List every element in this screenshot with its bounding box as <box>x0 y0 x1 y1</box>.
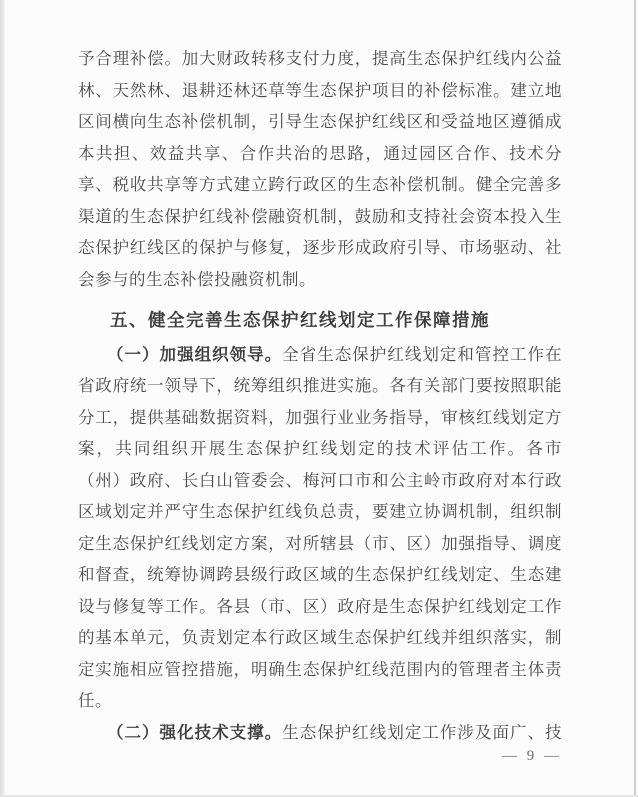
page-right-edge-line <box>634 0 636 797</box>
section-heading: 五、健全完善生态保护红线划定工作保障措施 <box>110 310 490 330</box>
text-line <box>78 339 562 371</box>
page-left-edge-shadow <box>0 0 5 797</box>
subsection-lead-label: （二）强化技术支撑。 <box>107 722 283 742</box>
text-line: 渠道的生态保护红线补偿融资机制，鼓励和支持社会资本投入生 <box>78 206 562 226</box>
page-content <box>78 43 562 748</box>
paragraph-organizational-leadership <box>78 339 562 717</box>
text-line: 分工，提供基础数据资料，加强行业业务指导，审核红线划定方 <box>78 407 562 427</box>
text-line: 林、天然林、退耕还林还草等生态保护项目的补偿标准。建立地 <box>78 80 562 100</box>
text-line: （州）政府、长白山管委会、梅河口市和公主岭市政府对本行政 <box>78 470 562 490</box>
paragraph-technical-support <box>78 717 562 749</box>
paragraph-ecological-compensation <box>78 43 562 295</box>
text-line: 定生态保护红线划定方案，对所辖县（市、区）加强指导、调度 <box>78 533 562 553</box>
text-run: 生态保护红线划定工作涉及面广、技 <box>282 722 563 742</box>
text-line: 定实施相应管控措施，明确生态保护红线范围内的管理者主体责 <box>78 659 562 679</box>
text-line: 本共担、效益共享、合作共治的思路，通过园区合作、技术分 <box>78 143 562 163</box>
text-line: 态保护红线区的保护与修复，逐步形成政府引导、市场驱动、社 <box>78 238 562 257</box>
text-line: 和督查，统筹协调跨县级行政区域的生态保护红线划定、生态建 <box>78 565 562 584</box>
text-line: 的基本单元，负责划定本行政区域生态保护红线并组织落实，制 <box>78 628 562 647</box>
page-number: — 9 — <box>502 748 562 764</box>
text-line: 予合理补偿。加大财政转移支付力度，提高生态保护红线内公益 <box>78 49 562 68</box>
subsection-lead-label: （一）加强组织领导。 <box>107 344 283 364</box>
text-line: 案，共同组织开展生态保护红线划定的技术评估工作。各市 <box>78 439 562 458</box>
text-line: 设与修复等工作。各县（市、区）政府是生态保护红线划定工作 <box>78 596 562 616</box>
text-line <box>78 717 562 749</box>
text-run: 全省生态保护红线划定和管控工作在 <box>282 344 563 364</box>
text-line: 省政府统一领导下，统筹组织推进实施。各有关部门要按照职能 <box>78 376 562 395</box>
text-line: 任。 <box>78 691 112 710</box>
text-line: 会参与的生态补偿投融资机制。 <box>78 269 316 289</box>
text-line: 区域划定并严守生态保护红线负总责，要建立协调机制，组织制 <box>78 502 562 521</box>
text-line: 享、税收共享等方式建立跨行政区的生态补偿机制。健全完善多 <box>78 175 562 194</box>
text-line: 区间横向生态补偿机制，引导生态保护红线区和受益地区遵循成 <box>78 112 562 131</box>
